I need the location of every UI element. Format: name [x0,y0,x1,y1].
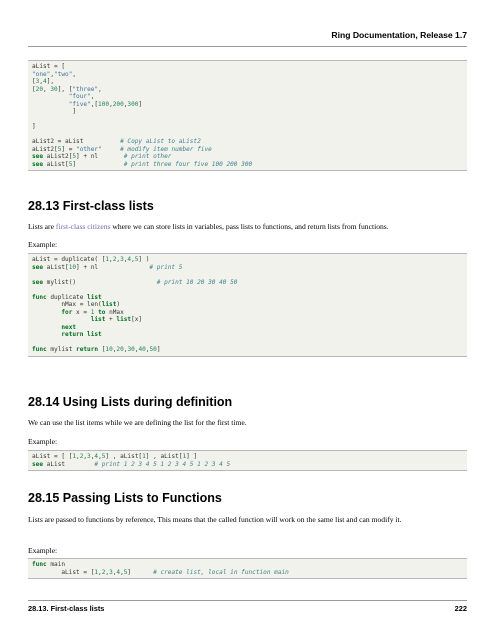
code-token: 3 [120,256,124,263]
code-token: mylist() [43,278,157,286]
code-token: ,[ [90,100,99,108]
code-token: "two" [54,70,73,78]
code-token: "three" [72,85,99,93]
code-token: 1 [94,568,99,576]
code-line [32,86,463,94]
code-token: 30 [50,85,58,93]
code-line [32,71,463,79]
code-token: , [83,453,88,460]
code-token: ] , aList[ [105,453,143,460]
code-token: aList[ [43,160,69,168]
code-block-using-lists [28,450,467,471]
code-token: "other" [76,145,102,153]
code-token: , [109,100,113,108]
code-token: aList = [ [32,568,95,576]
code-token [32,324,61,331]
paragraph-first-class: Lists are first-class citizens where we can store lists in variables, pass lists to functions, and return lists from functions. [28,222,389,231]
code-token: , [50,70,55,78]
code-token: aList [43,460,95,468]
code-token: 2 [112,256,117,263]
code-token: , [90,93,95,100]
code-line [32,138,463,146]
code-token: nMax = len( [32,301,102,308]
code-token: , [98,85,102,93]
code-token: aList = [ [32,63,66,70]
code-token: 20 [116,346,124,353]
code-token: , [120,568,124,576]
code-line [32,161,463,169]
code-token: , [72,70,77,78]
code-token: ] + nl [76,263,150,271]
code-token: func [32,293,47,301]
code-token: list [90,316,106,323]
code-token: "four" [68,93,91,100]
code-token: [ [98,346,106,353]
code-token: , [98,568,102,576]
running-header [28,30,467,47]
code-line [32,279,463,287]
code-token: see [32,460,44,468]
code-token: # modify item number five [120,145,212,153]
code-token: , [145,346,150,353]
code-token: aList[ [43,263,69,271]
code-token: for [61,308,73,316]
code-token: 50 [149,346,157,353]
code-token: 3 [87,453,91,460]
code-line [32,264,463,272]
code-line [32,331,463,339]
code-token: ] ] [186,453,198,460]
code-line [32,461,463,469]
code-token: ] = [61,145,77,153]
code-token: aList2 = aList [32,138,121,145]
code-token: main [46,561,66,568]
code-token: aList = [ [ [32,453,73,460]
code-token: , [90,453,95,460]
code-token: [x] [131,316,143,323]
code-token: ] [127,568,154,576]
code-token: ] [138,100,143,108]
code-token: 2 [101,568,106,576]
code-line [32,116,463,124]
code-token: see [32,263,44,271]
code-line [32,569,463,577]
code-token: see [32,278,44,286]
section-heading-passing-lists: 28.15 Passing Lists to Functions [28,491,222,505]
code-token: ] [32,108,77,115]
code-token: , [123,256,128,263]
code-token: ] , aList[ [145,453,183,460]
code-token: duplicate [46,293,88,301]
code-token: mylist [46,346,77,353]
code-token: , [116,256,121,263]
code-line [32,271,463,279]
code-line [32,146,463,154]
code-token: 4 [116,568,121,576]
code-token: to [98,308,106,316]
code-token: # print other [123,153,172,160]
code-token: list [87,293,102,301]
code-token: 3 [109,568,113,576]
code-token: list [116,316,132,323]
code-line [32,93,463,101]
running-footer [28,600,467,615]
code-token: 10 [105,346,113,353]
code-token: # print three four five 100 200 300 [123,160,253,168]
code-token: 5 [101,453,106,460]
code-token [32,331,61,338]
code-line [32,301,463,309]
code-token [32,101,69,108]
code-line [32,101,463,109]
code-line [32,339,463,347]
code-token: ], [46,78,55,85]
code-token: list [101,301,117,308]
code-token: aList2[ [43,153,73,160]
code-line [32,108,463,116]
code-token: # print 1 2 3 4 5 1 2 3 4 5 1 2 3 4 5 [94,460,231,468]
code-token: func [32,561,47,568]
code-line [32,561,463,569]
code-token: , [76,453,80,460]
code-token [32,316,91,323]
code-token: 300 [127,100,139,108]
paragraph-passing-lists: Lists are passed to functions by reference, This means that the called function will work on the same list and can modify it. [28,515,402,524]
code-line [32,286,463,294]
code-token: 5 [72,153,77,160]
code-line [32,453,463,461]
code-token: aList = duplicate( [ [32,256,106,263]
first-class-citizens-link[interactable]: first-class citizens [55,222,111,231]
code-token: 5 [57,145,62,153]
code-token: [ [32,85,36,93]
code-token: ] + nl [76,153,124,160]
header-title: Ring Documentation, Release 1.7 [331,30,467,40]
code-token: func [32,346,47,353]
code-token: 100 [98,100,110,108]
code-token: "one" [32,70,51,78]
code-token: , [109,256,113,263]
code-token: 10 [68,263,77,271]
code-token: , [43,85,51,93]
code-token: ] ) [138,256,150,263]
code-token [102,146,120,153]
code-token: 1 [142,453,146,460]
code-token: return [61,331,84,338]
code-token: 20 [35,85,44,93]
code-token: ] [32,123,36,130]
code-token: ) [116,301,121,308]
code-line [32,63,463,71]
code-token: , [105,568,110,576]
code-line [32,346,463,354]
example-label: Example: [28,546,58,555]
code-line [32,256,463,264]
section-heading-using-lists: 28.14 Using Lists during definition [28,395,233,409]
code-token: ] [156,346,161,353]
example-label: Example: [28,240,58,249]
code-line [32,123,463,131]
code-line [32,309,463,317]
code-token: 3 [35,78,40,85]
code-token: , [131,256,135,263]
code-token: 1 [90,308,95,316]
code-token: 200 [112,100,124,108]
code-token: 5 [123,568,128,576]
code-token: , [123,100,128,108]
code-token: 4 [43,78,47,85]
code-line [32,78,463,86]
code-token: # create list, local in function main [153,568,289,576]
code-token: 4 [94,453,99,460]
code-token: x = [72,308,91,316]
footer-section: 28.13. First-class lists [28,604,105,613]
code-token: list [87,331,102,338]
example-label: Example: [28,437,58,446]
code-token: , [112,568,117,576]
code-line [32,316,463,324]
code-token: 2 [79,453,84,460]
code-token: , [98,453,102,460]
code-token: 5 [68,160,73,168]
page-number: 222 [454,604,467,613]
code-token: # Copy aList to aList2 [120,138,201,145]
code-token: , [112,346,117,353]
code-token: 4 [127,256,132,263]
code-token: , [39,78,44,85]
code-token: , [134,346,139,353]
code-token: + [105,316,117,323]
code-token: aList2[ [32,145,58,153]
code-token: ] [72,160,124,168]
code-line [32,324,463,332]
code-block-list-copy [28,60,467,171]
code-token: 1 [72,453,77,460]
section-heading-first-class-lists: 28.13 First-class lists [28,199,154,213]
code-token: # print 10 20 30 40 50 [156,278,238,286]
code-token: see [32,160,44,168]
code-token: 1 [182,453,187,460]
code-token: return [76,346,99,353]
code-token: 5 [134,256,139,263]
code-token: # print 5 [149,263,183,271]
code-token: nMax [105,308,124,316]
code-token [32,93,69,100]
code-token: 40 [138,346,146,353]
code-token: 1 [105,256,110,263]
paragraph-using-lists: We can use the list items while we are defining the list for the first time. [28,418,247,427]
code-line [32,294,463,302]
code-token [32,309,61,316]
code-token: , [123,346,128,353]
code-token: ], [ [57,85,73,93]
code-line [32,131,463,139]
code-token: see [32,153,44,160]
code-block-passing-lists [28,558,467,579]
code-token: "five" [68,100,91,108]
code-token: [ [32,78,36,85]
code-line [32,153,463,161]
code-token: next [61,323,77,331]
code-token: 30 [127,346,135,353]
code-block-first-class [28,253,467,357]
